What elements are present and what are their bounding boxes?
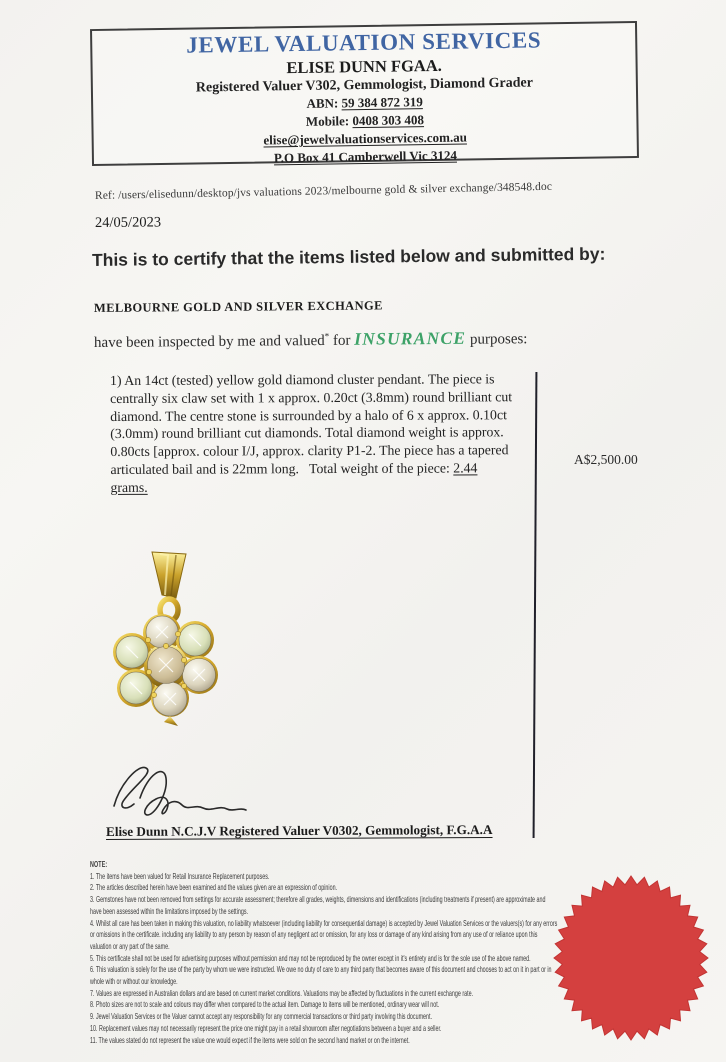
note-item-4: 4. Whilst all care has been taken in making this valuation, no liability whatsoever (including liability for consequential damage) is accepted by Jewel Valuation Services or the valuers(s) for any errors or omissions in the certificate. including any liability to any person by reason of any negligent act or omission, for any loss or damage of any kind arising from any use of or reliance upon this valuation or any part of the same. bbox=[90, 918, 558, 951]
valuer-name: ELISE DUNN FGAA. bbox=[286, 55, 442, 78]
purpose-prefix: have been inspected by me and valued bbox=[93, 332, 325, 351]
notes-section bbox=[90, 859, 558, 1046]
notes-label: NOTE: bbox=[90, 860, 108, 869]
note-item-1: 1. The items have been valued for Retail Insurance Replacement purposes. bbox=[90, 871, 270, 881]
note-item-6: 6. This valuation is solely for the use of the party by whom we were instructed. We owe no duty of care to any third party that becomes aware of this document and chooses to act on it in part or in whole with or without our knowledge. bbox=[90, 965, 552, 987]
value-column-divider bbox=[533, 372, 538, 838]
note-item-10: 10. Replacement values may not necessarily represent the price one might pay in a retail showroom after negotiations between a buyer and a seller. bbox=[90, 1023, 442, 1033]
company-title: JEWEL VALUATION SERVICES bbox=[186, 27, 542, 58]
note-item-2: 2. The articles described herein have been examined and the values given are an expression of opinion. bbox=[90, 883, 338, 893]
pendant-photo bbox=[100, 540, 280, 738]
note-item-11: 11. The values stated do not represent the value one would expect if the items were sold on the second hand market or on the internet. bbox=[90, 1035, 410, 1045]
letterhead-box bbox=[90, 21, 639, 166]
file-reference: Ref: /users/elisedunn/desktop/jvs valuations 2023/melbourne gold & silver exchange/348548.doc bbox=[94, 180, 553, 202]
item-value: A$2,500.00 bbox=[574, 452, 638, 467]
note-item-9: 9. Jewel Valuation Services or the Valuer cannot accept any responsibility for any commercial transactions or third party involving this document. bbox=[90, 1012, 433, 1022]
seal-starburst-icon bbox=[552, 872, 712, 1042]
mobile-label: Mobile: bbox=[305, 113, 353, 129]
item-total-weight: 2.44 grams. bbox=[110, 460, 478, 495]
purpose-line bbox=[94, 327, 528, 352]
note-item-5: 5. This certificate shall not be used for advertising purposes without permission and may not be reproduced by the owner except in it's entirety and is for the sole use of the above named. bbox=[90, 953, 531, 963]
client-name: MELBOURNE GOLD AND SILVER EXCHANGE bbox=[93, 298, 383, 315]
item-description bbox=[110, 370, 515, 496]
purpose-middle: for bbox=[329, 332, 355, 349]
abn-label: ABN: bbox=[306, 95, 342, 111]
valuer-signature bbox=[110, 758, 260, 822]
footnote-asterisk: * bbox=[324, 330, 330, 341]
certify-heading: This is to certify that the items listed below and submitted by: bbox=[91, 243, 606, 270]
note-item-3: 3. Gemstones have not been removed from settings for accurate assessment; therefore all grades, weights, dimensions and identifications (including treatments if present) are approximate and have been assessed within the limitations imposed by the settings. bbox=[90, 895, 546, 916]
red-seal bbox=[552, 872, 712, 1042]
valuer-credentials: Registered Valuer V302, Gemmologist, Diamond Grader bbox=[195, 75, 534, 96]
signature-stroke bbox=[110, 758, 260, 822]
abn-number: 59 384 872 319 bbox=[341, 94, 423, 111]
po-box-address: P.O Box 41 Camberwell Vic 3124 bbox=[273, 147, 458, 166]
mobile-number: 0408 303 408 bbox=[352, 112, 425, 129]
item-description-body: 1) An 14ct (tested) yellow gold diamond cluster pendant. The piece is centrally six claw set with 1 x approx. 0.20ct (3.8mm) round brilliant cut diamond. The centre stone is surrounded by a halo of 6 x approx. 0.10ct (3.0mm) round brilliant cut diamonds. Total diamond weight is approx. 0.80cts [approx. colour I/J, approx. clarity P1-2. The piece has a tapered articulated bail and is 22mm long. Total weight of the piece: bbox=[110, 371, 513, 477]
note-item-7: 7. Values are expressed in Australian dollars and are based on current market conditions. Valuations may be affected by fluctuations in the current exchange rate. bbox=[90, 988, 474, 998]
pendant-illustration bbox=[100, 540, 280, 738]
purpose-suffix: purposes: bbox=[466, 331, 528, 348]
valuer-registration-line: Elise Dunn N.C.J.V Registered Valuer V0302, Gemmologist, F.G.A.A bbox=[105, 821, 493, 839]
insurance-highlight: INSURANCE bbox=[354, 327, 467, 349]
email-address: elise@jewelvaluationservices.com.au bbox=[263, 129, 467, 148]
note-item-8: 8. Photo sizes are not to scale and colours may differ when compared to the actual item. Damage to items will be mentioned, ordinary wear will not. bbox=[90, 1000, 440, 1010]
valuation-date: 24/05/2023 bbox=[94, 214, 162, 231]
